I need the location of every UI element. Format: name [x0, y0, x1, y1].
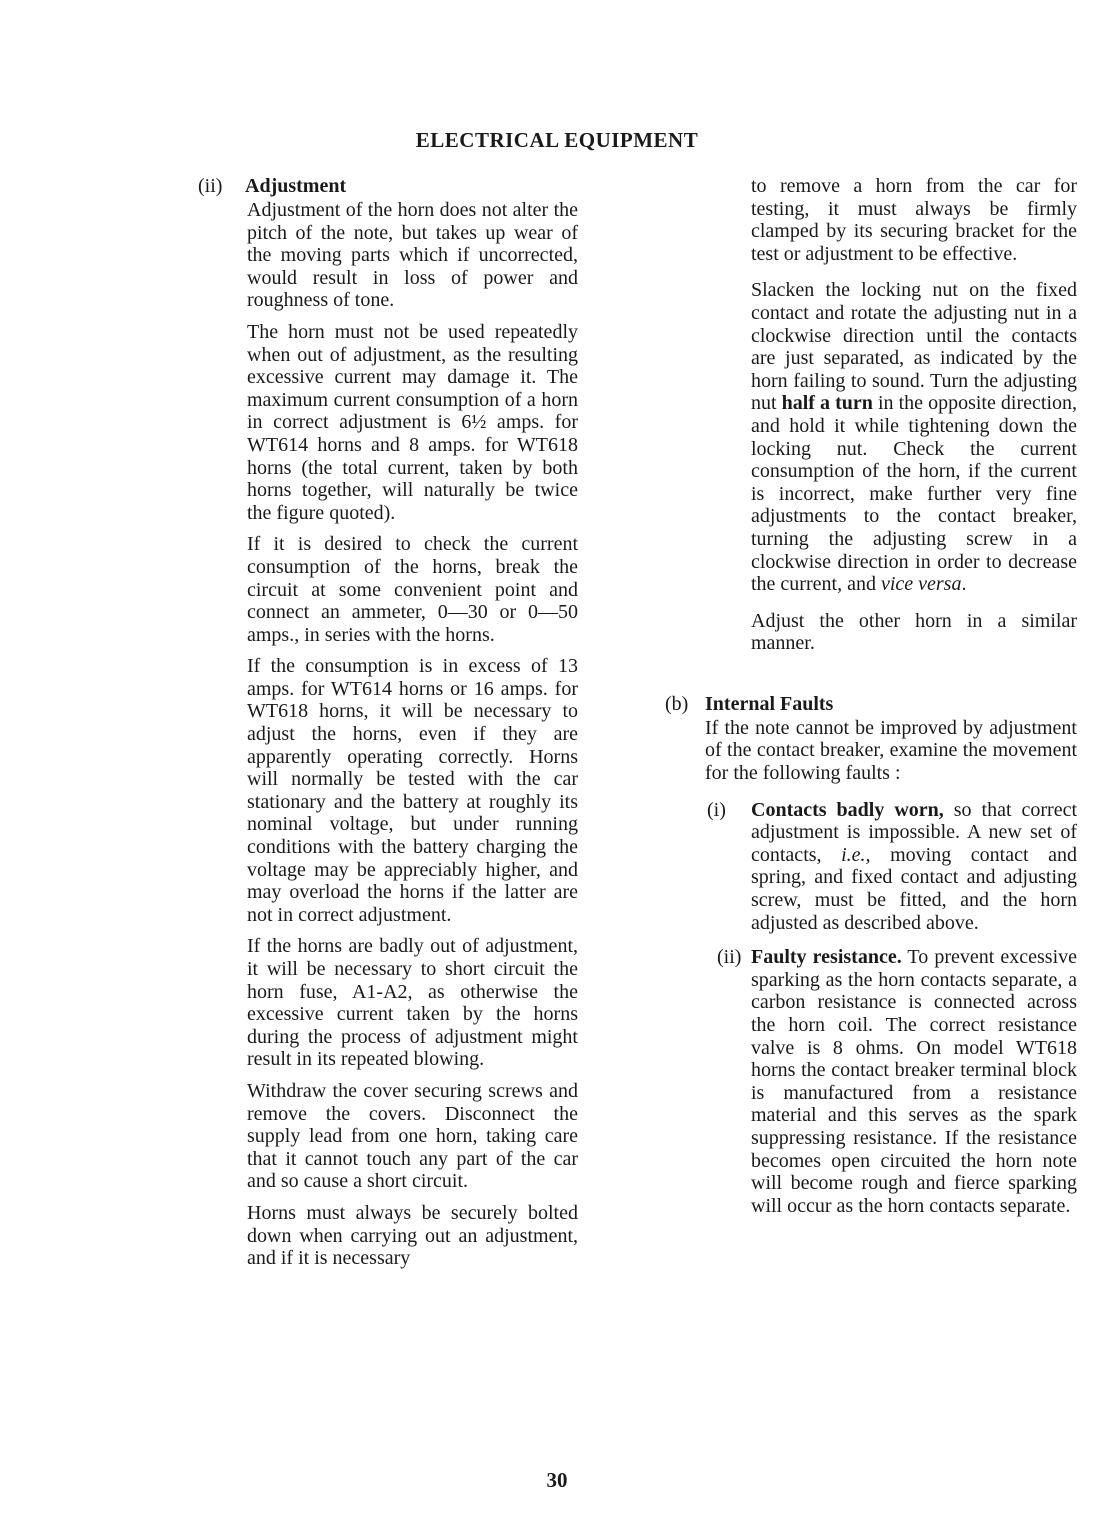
bold-text: Faulty resistance. — [751, 946, 902, 969]
italic-text: i.e., — [841, 843, 871, 866]
section-title: Adjustment — [245, 175, 347, 197]
bold-text: half a turn — [781, 392, 873, 415]
italic-text: vice versa — [880, 573, 962, 596]
paragraph: The horn must not be used repeatedly when out of adjustment, as the resulting excessive current may damage it. The maximum current consumption of a horn in correct adjustment is 6½ amps. for WT614 horns and 8 amps. for WT618 horns (the total current, taken by both horns together, will naturally be twice the figure quoted). — [247, 320, 578, 524]
sub-item-text — [751, 799, 1077, 935]
text: moving contact and spring, and fixed contact and adjusting screw, must be fitted, and the horn adjusted as described above. — [751, 843, 1078, 934]
paragraph: Adjust the other horn in a similar manner. — [751, 609, 1077, 655]
sub-item-contacts — [665, 799, 1077, 935]
paragraph: If the note cannot be improved by adjustment of the contact breaker, examine the movement for the following faults : — [705, 716, 1077, 785]
text: in the opposite direction, and hold it while tightening down the locking nut. Check the current consumption of the horn, if the current is incorrect, make further very fine adjustments to the contact breaker, turning the adjusting screw in a clockwise direction in order to decrease the current, and — [751, 392, 1077, 596]
text: Slacken the locking nut on the fixed contact and rotate the adjusting nut in a clockwise direction until the contacts are just separated, as indicated by the horn failing to sound. Turn the adjusting nut — [751, 279, 1077, 415]
section-number: (b) — [665, 692, 689, 715]
text: so that correct adjustment is impossible. A new set of contacts, — [751, 798, 1077, 866]
left-column — [198, 175, 578, 1279]
paragraph — [751, 279, 1077, 595]
paragraph: Adjustment of the horn does not alter the pitch of the note, but takes up wear of the moving parts which if uncorrected, would result in loss of power and roughness of tone. — [247, 199, 578, 312]
text: To prevent excessive sparking as the horn contacts separate, a carbon resistance is connected across the horn coil. The correct resistance valve is 8 ohms. On model WT618 horns the contact breaker terminal block is manufactured from a resistance material and this serves as the spark suppressing resistance. If the resistance becomes open circuited the horn note will become rough and fierce sparking will occur as the horn contacts separate. — [751, 946, 1078, 1217]
paragraph: Horns must always be securely bolted down when carrying out an adjustment, and if it is necessary — [247, 1201, 578, 1270]
sub-item-number: (ii) — [717, 946, 742, 969]
page-header: ELECTRICAL EQUIPMENT — [415, 128, 699, 152]
paragraph: If the consumption is in excess of 13 amps. for WT614 horns or 16 amps. for WT618 horns, it will be necessary to adjust the horns, even if they are apparently operating correctly. Horns will normally be tested with the car stationary and the battery at roughly its nominal voltage, but under running conditions with the battery charging the voltage may be appreciably higher, and may overload the horns if the latter are not in correct adjustment. — [247, 655, 578, 926]
text: . — [961, 573, 967, 596]
page-number: 30 — [546, 1468, 568, 1492]
paragraph: Withdraw the cover securing screws and remove the covers. Disconnect the supply lead from one horn, taking care that it cannot touch any part of the car and so cause a short circuit. — [247, 1079, 578, 1193]
section-heading-internal-faults — [665, 693, 1077, 717]
sub-item-resistance — [665, 946, 1077, 1217]
section-number: (ii) — [198, 175, 223, 197]
right-column — [665, 175, 1077, 1229]
paragraph: to remove a horn from the car for testing, it must always be firmly clamped by its securing bracket for the test or adjustment to be effective. — [751, 175, 1077, 265]
sub-item-number: (i) — [707, 798, 726, 821]
paragraph: If it is desired to check the current consumption of the horns, break the circuit at some convenient point and connect an ammeter, 0—30 or 0—50 amps., in series with the horns. — [247, 533, 578, 646]
paragraph: If the horns are badly out of adjustment, it will be necessary to short circuit the horn fuse, A1-A2, as otherwise the excessive current taken by the horns during the process of adjustment might result in its repeated blowing. — [247, 935, 578, 1071]
bold-text: Contacts badly worn, — [751, 798, 944, 821]
section-title: Internal Faults — [705, 692, 834, 715]
sub-item-text — [751, 946, 1077, 1217]
section-heading-adjustment — [198, 175, 578, 199]
